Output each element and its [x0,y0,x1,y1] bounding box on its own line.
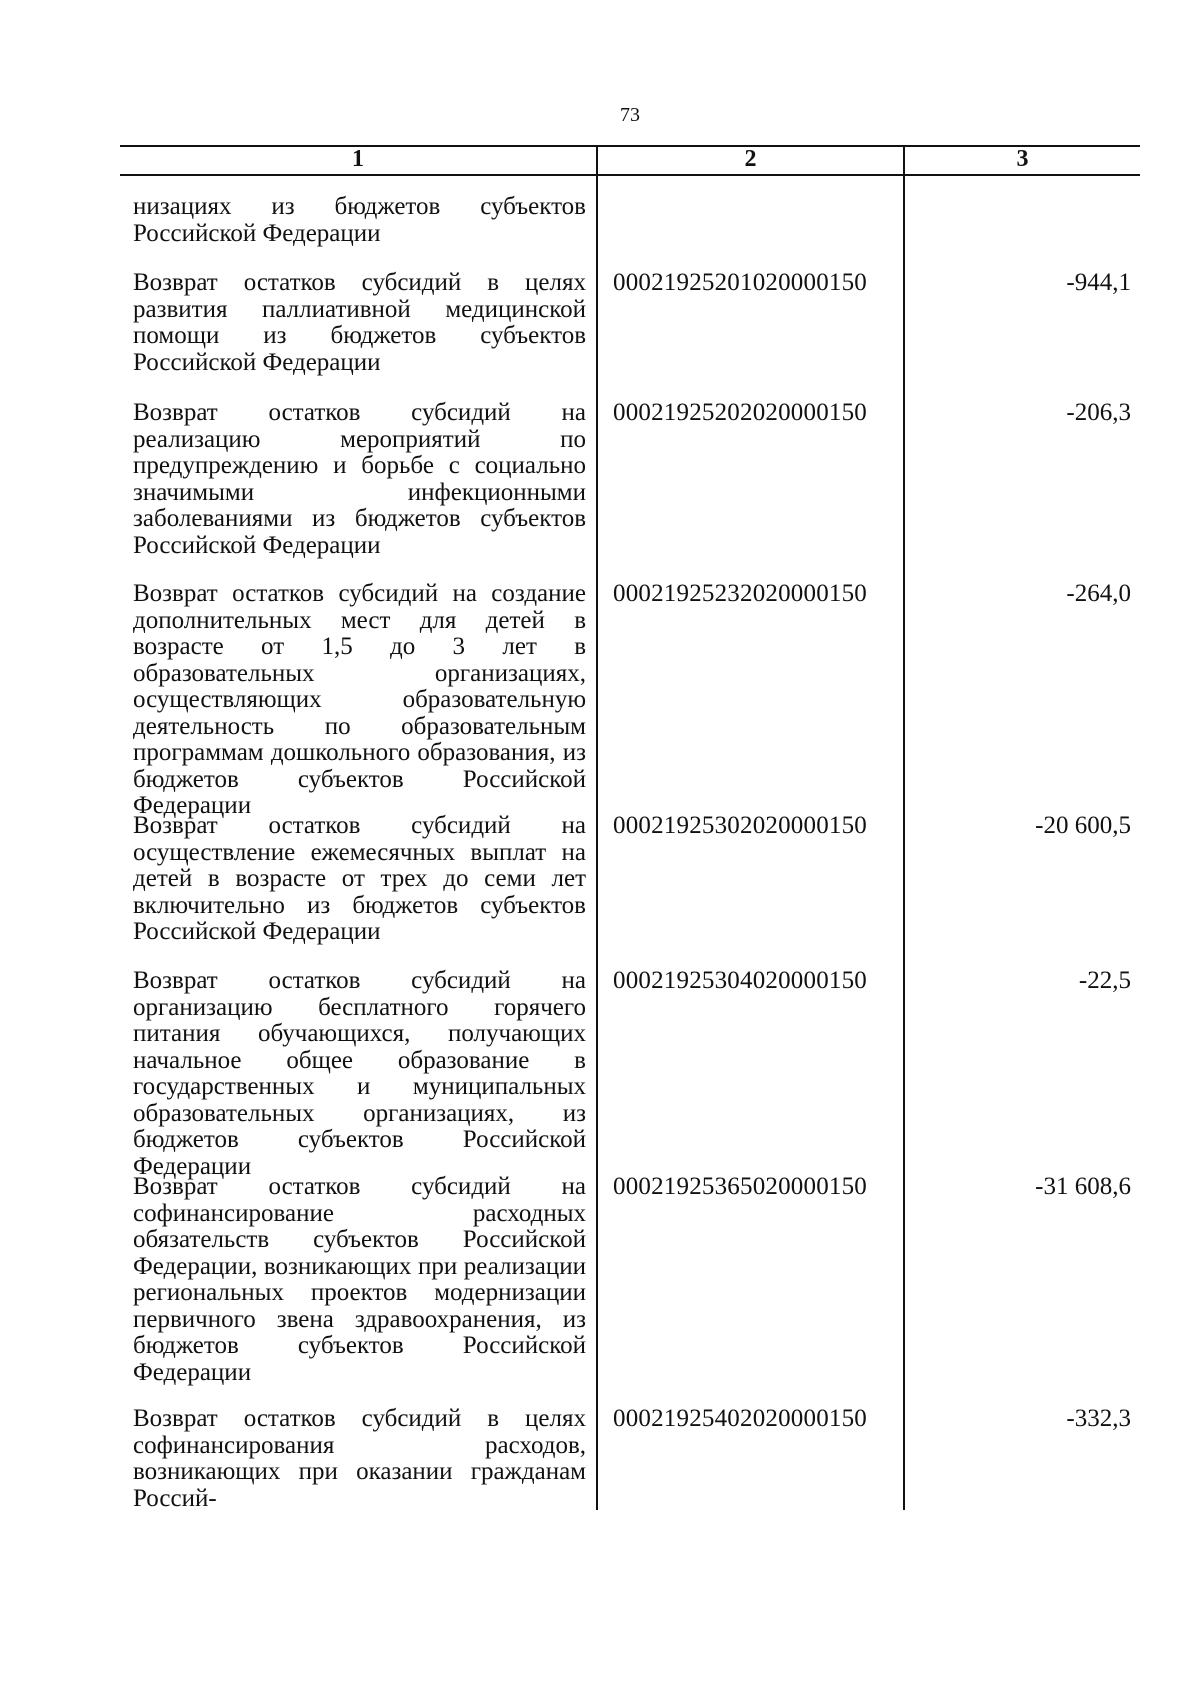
row-code: 00021925365020000150 [613,1173,867,1200]
row-description: Возврат остатков субсидий на организацию бесплатного горячего питания обучающихся, получающих начальное общее образование в государственных и муниципальных образовательных организациях, из бюджетов субъектов Российской Федерации [133,967,586,1180]
row-description: Возврат остатков субсидий на софинансирование расходных обязательств субъектов Российской Федерации, возникающих при реализации региональных проектов модернизации первичного звена здравоохранения, из бюджетов субъектов Российской Федерации [133,1173,586,1386]
row-description: Возврат остатков субсидий на осуществление ежемесячных выплат на детей в возрасте от трех до семи лет включительно из бюджетов субъектов Российской Федерации [133,812,586,945]
row-code: 00021925302020000150 [613,812,867,839]
row-amount: -332,3 [1066,1405,1131,1432]
table-header-rule [120,174,1140,176]
row-amount: -22,5 [1078,967,1131,994]
row-description: Возврат остатков субсидий на реализацию мероприятий по предупреждению и борьбе с социально значимыми инфекционными заболеваниями из бюджетов субъектов Российской Федерации [133,399,586,559]
row-description: Возврат остатков субсидий на создание дополнительных мест для детей в возрасте от 1,5 до 3 лет в образовательных организациях, осуществляющих образовательную деятельность по образовательным программам дошкольного образования, из бюджетов субъектов Российской Федерации [133,580,586,819]
column-header-1: 1 [352,146,364,172]
row-amount: -20 600,5 [1035,812,1131,839]
row-code: 00021925202020000150 [613,399,867,426]
row-code: 00021925232020000150 [613,580,867,607]
row-description: низациях из бюджетов субъектов Российской Федерации [133,193,586,247]
row-description: Возврат остатков субсидий в целях софинансирования расходов, возникающих при оказании гражданам Россий- [133,1405,586,1512]
row-code: 00021925402020000150 [613,1405,867,1432]
page-number: 73 [620,104,640,126]
row-amount: -944,1 [1066,269,1131,296]
row-code: 00021925201020000150 [613,269,867,296]
column-header-2: 2 [744,146,757,172]
row-amount: -206,3 [1066,399,1131,426]
column-divider-1 [596,145,598,1510]
column-header-3: 3 [1016,146,1029,172]
row-amount: -264,0 [1066,580,1131,607]
row-code: 00021925304020000150 [613,967,867,994]
column-divider-2 [903,145,905,1510]
row-description: Возврат остатков субсидий в целях развития паллиативной медицинской помощи из бюджетов субъектов Российской Федерации [133,269,586,376]
row-amount: -31 608,6 [1035,1173,1131,1200]
